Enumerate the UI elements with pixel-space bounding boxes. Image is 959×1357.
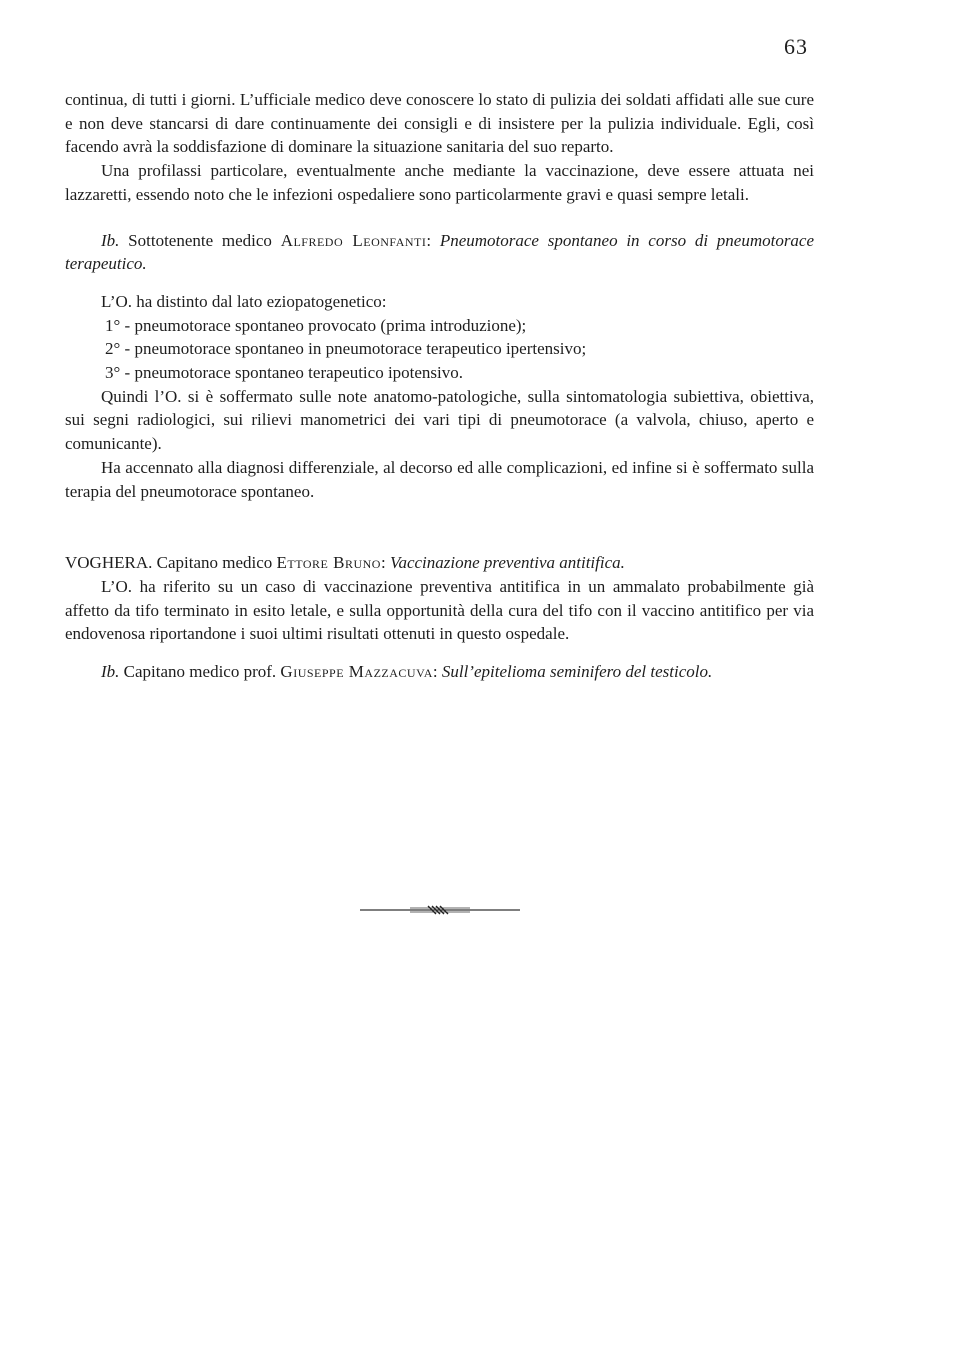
entry-title: Pneumotorace spontaneo in corso di pneumotorace terapeutico. [65,230,815,274]
paragraph-hygiene: continua, di tutti i giorni. L’ufficiale medico deve conoscere lo stato di pulizia dei soldati affidati alle sue cure e non deve stancarsi di dare continuamente dei consigli e di insistere per la pulizia individuale. Egli, così facendo avrà la soddisfazione di dominare la situazione sanitaria del suo reparto. [65,90,814,157]
paragraph-prophylaxis: Una profilassi particolare, eventualmente anche mediante la vaccinazione, deve essere attuata nei lazzaretti, essendo noto che le infezioni ospedaliere sono particolarmente gravi e quasi sempre letali. [65,161,814,204]
page-number: 63 [784,34,808,59]
paragraph-leonfanti-notes: Quindi l’O. si è soffermato sulle note anatomo-patologiche, sulla sintomatologia subiettiva, obiettiva, sui segni radiologici, sui rilievi manometrici dei vari tipi di pneumotorace (a valvola, chiuso, aperto e comunicante). [65,386,814,454]
entry-bruno-heading: VOGHERA. Capitano medico Ettore Bruno: Vaccinazione preventiva antitifica. [65,553,625,573]
place-name: VOGHERA. [65,553,153,573]
entry-leonfanti-intro: L’O. ha distinto dal lato eziopatogenetico: [101,291,387,311]
entry-leonfanti-heading: Ib. Sottotenente medico Alfredo Leonfanti: Pneumotorace spontaneo in corso di pneumotorace terapeutico. [65,230,815,274]
author-name: Ettore Bruno [276,553,381,573]
list-item: 2° - pneumotorace spontaneo in pneumotorace terapeutico ipertensivo; [105,339,587,359]
list-item: 1° - pneumotorace spontaneo provocato (prima introduzione); [105,315,527,335]
section-end-ornament [360,900,520,920]
author-rank: Sottotenente medico [128,230,272,250]
list-item: 3° - pneumotorace spontaneo terapeutico ipotensivo. [105,363,464,383]
entry-title: Vaccinazione preventiva antitifica. [389,553,625,573]
author-name: Giuseppe Mazzacuva [280,662,433,682]
body-text [65,88,814,684]
entry-title: Sull’epitelioma seminifero del testicolo. [441,662,713,682]
entry-prefix: Ib. [101,662,120,682]
author-name: Alfredo Leonfanti [280,230,427,250]
entry-prefix: Ib. [101,230,120,250]
author-rank: Capitano medico [156,553,273,573]
paragraph-bruno: L’O. ha riferito su un caso di vaccinazione preventiva antitifica in un ammalato probabilmente già affetto da tifo terminato in esito letale, e sulla opportunità della cura del tifo con il vaccino antitifico per via endovenosa riportandone i suoi ultimi risultati ottenuti in questo ospedale. [65,576,814,644]
entry-mazzacuva-heading: Ib. Capitano medico prof. Giuseppe Mazzacuva: Sull’epitelioma seminifero del testicolo. [101,662,713,682]
author-rank: Capitano medico prof. [123,662,277,682]
paragraph-leonfanti-diagnosis: Ha accennato alla diagnosi differenziale, al decorso ed alle complicazioni, ed infine si è soffermato sulla terapia del pneumotorace spontaneo. [65,457,814,501]
